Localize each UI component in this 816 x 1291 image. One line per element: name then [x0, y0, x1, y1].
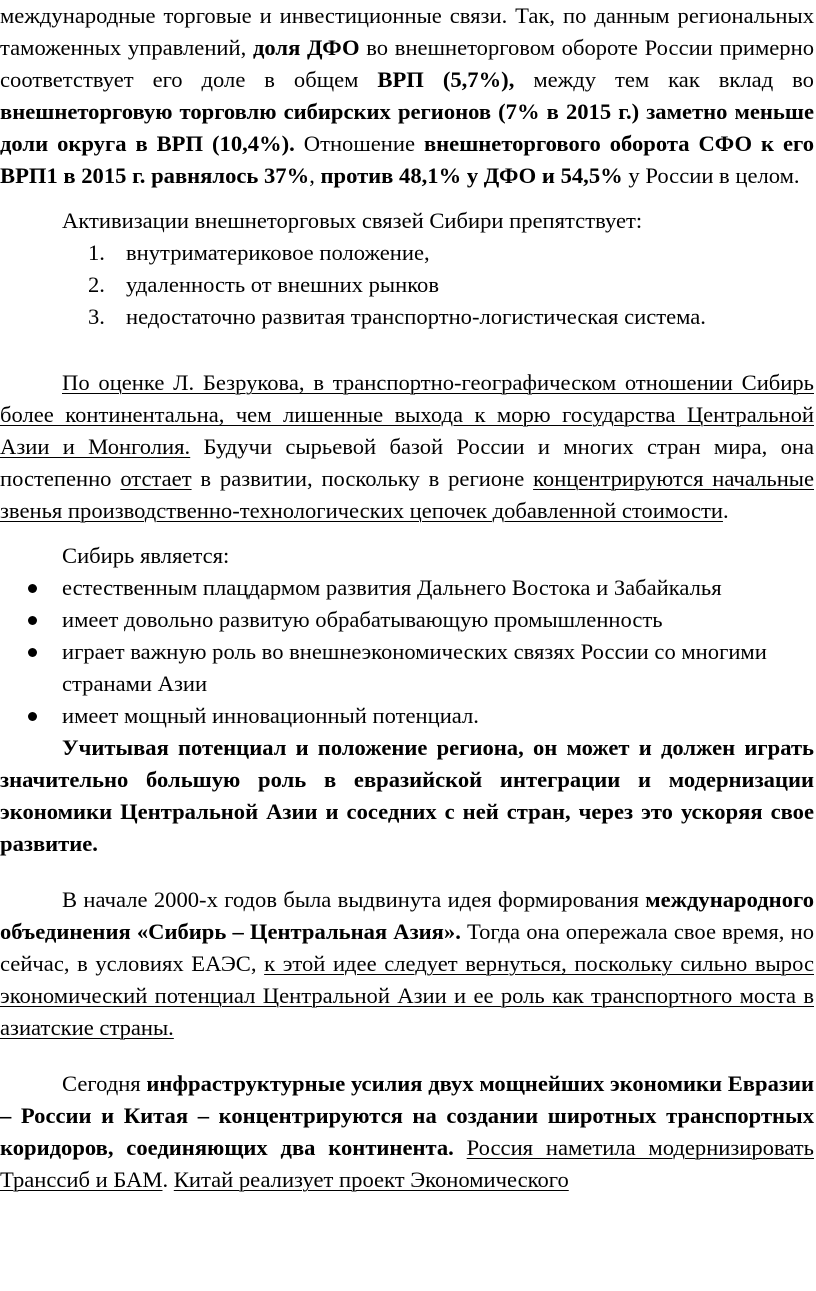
list-item	[0, 269, 814, 301]
bold-text: внешнеторгового оборота СФО к его ВРП1 в 2015 г. равнялось 37%	[0, 131, 814, 188]
list-number: 2.	[88, 272, 105, 297]
bold-text: международного объединения «Сибирь – Центральная Азия».	[0, 887, 814, 944]
text: Активизации внешнеторговых связей Сибири препятствует:	[62, 208, 643, 233]
list-number: 1.	[88, 240, 105, 265]
list-item-text: внутриматериковое положение,	[126, 240, 430, 265]
bullet-item	[0, 572, 814, 604]
bullet-icon	[28, 584, 37, 593]
siberia-bullet-list	[0, 572, 814, 732]
text: международные торговые и инвестиционные связи. Так, по данным региональных таможенных управлений,	[0, 3, 814, 60]
bold-text: доля ДФО	[252, 35, 360, 60]
bold-text: ВРП (5,7%),	[377, 67, 515, 92]
text: В начале 2000-х годов была выдвинута идея формирования	[62, 887, 646, 912]
underlined-text: Россия наметила модернизировать Транссиб и БАМ	[0, 1135, 814, 1192]
bold-text: внешнеторговую торговлю сибирских регионов (7% в 2015 г.) заметно меньше доли округа в ВРП (10,4%).	[0, 99, 814, 156]
paragraph-siberia-is-intro	[0, 540, 814, 572]
list-item	[0, 237, 814, 269]
text	[454, 1135, 467, 1160]
bold-text: Учитывая потенциал и положение региона, он может и должен играть значительно большую роль в евразийской интеграции и модернизации экономики Центральной Азии и соседних с ней стран, через это ускоряя свое развитие.	[0, 735, 814, 856]
underlined-text: концентрируются начальные звенья производственно-технологических цепочек добавленной стоимости	[0, 466, 814, 523]
underlined-text: к этой идее следует вернуться, поскольку сильно вырос экономический потенциал Центральной Азии и ее роль как транспортного моста в азиатские страны.	[0, 951, 814, 1040]
list-number: 3.	[88, 304, 105, 329]
paragraph-trade-share	[0, 0, 814, 192]
text: Сегодня	[62, 1071, 147, 1096]
obstacles-list	[0, 237, 814, 333]
text: в развитии, поскольку в регионе	[191, 466, 534, 491]
text: .	[162, 1167, 174, 1192]
underlined-text: По оценке Л. Безрукова, в транспортно-географическом отношении Сибирь более континентальна, чем лишенные выхода к морю государства Центральной Азии и Монголия.	[0, 370, 814, 459]
text: Отношение	[294, 131, 424, 156]
text: между тем как вклад во	[514, 67, 814, 92]
bullet-item	[0, 604, 814, 636]
text: .	[722, 498, 729, 523]
bold-text: против 48,1% у ДФО и 54,5%	[320, 163, 623, 188]
paragraph-bezrukov	[0, 367, 814, 527]
bullet-icon	[28, 648, 37, 657]
bullet-item	[0, 636, 814, 700]
paragraph-obstacles-intro	[0, 205, 814, 237]
list-item-text: недостаточно развитая транспортно-логистическая система.	[126, 304, 706, 329]
text: ,	[309, 163, 321, 188]
bullet-item	[0, 700, 814, 732]
list-item-text: удаленность от внешних рынков	[126, 272, 439, 297]
text: Сибирь является:	[62, 543, 230, 568]
text: Будучи сырьевой базой России и многих стран мира, она постепенно	[0, 434, 815, 491]
paragraph-siberia-central-asia	[0, 884, 814, 1044]
underlined-text: Китай реализует проект Экономического	[173, 1167, 569, 1192]
bullet-text: имеет довольно развитую обрабатывающую промышленность	[62, 607, 663, 632]
text: Тогда она опережала свое время, но сейчас, в условиях ЕАЭС,	[0, 919, 814, 976]
bullet-text: имеет мощный инновационный потенциал.	[62, 703, 479, 728]
bold-text: инфраструктурные усилия двух мощнейших экономики Евразии – России и Китая – концентрируются на создании широтных транспортных коридоров, соединяющих два континента.	[0, 1071, 814, 1160]
bullet-text: играет важную роль во внешнеэкономических связях России со многими странами Азии	[62, 639, 767, 696]
bullet-icon	[28, 712, 37, 721]
text: у России в целом.	[622, 163, 800, 188]
bullet-icon	[28, 616, 37, 625]
paragraph-infrastructure	[0, 1068, 814, 1196]
text: во внешнеторговом обороте России примерно соответствует его доле в общем	[0, 35, 814, 92]
bullet-text: естественным плацдармом развития Дальнего Востока и Забайкалья	[62, 575, 722, 600]
list-item	[0, 301, 814, 333]
underlined-text: отстает	[120, 466, 192, 491]
paragraph-integration-role	[0, 732, 814, 860]
